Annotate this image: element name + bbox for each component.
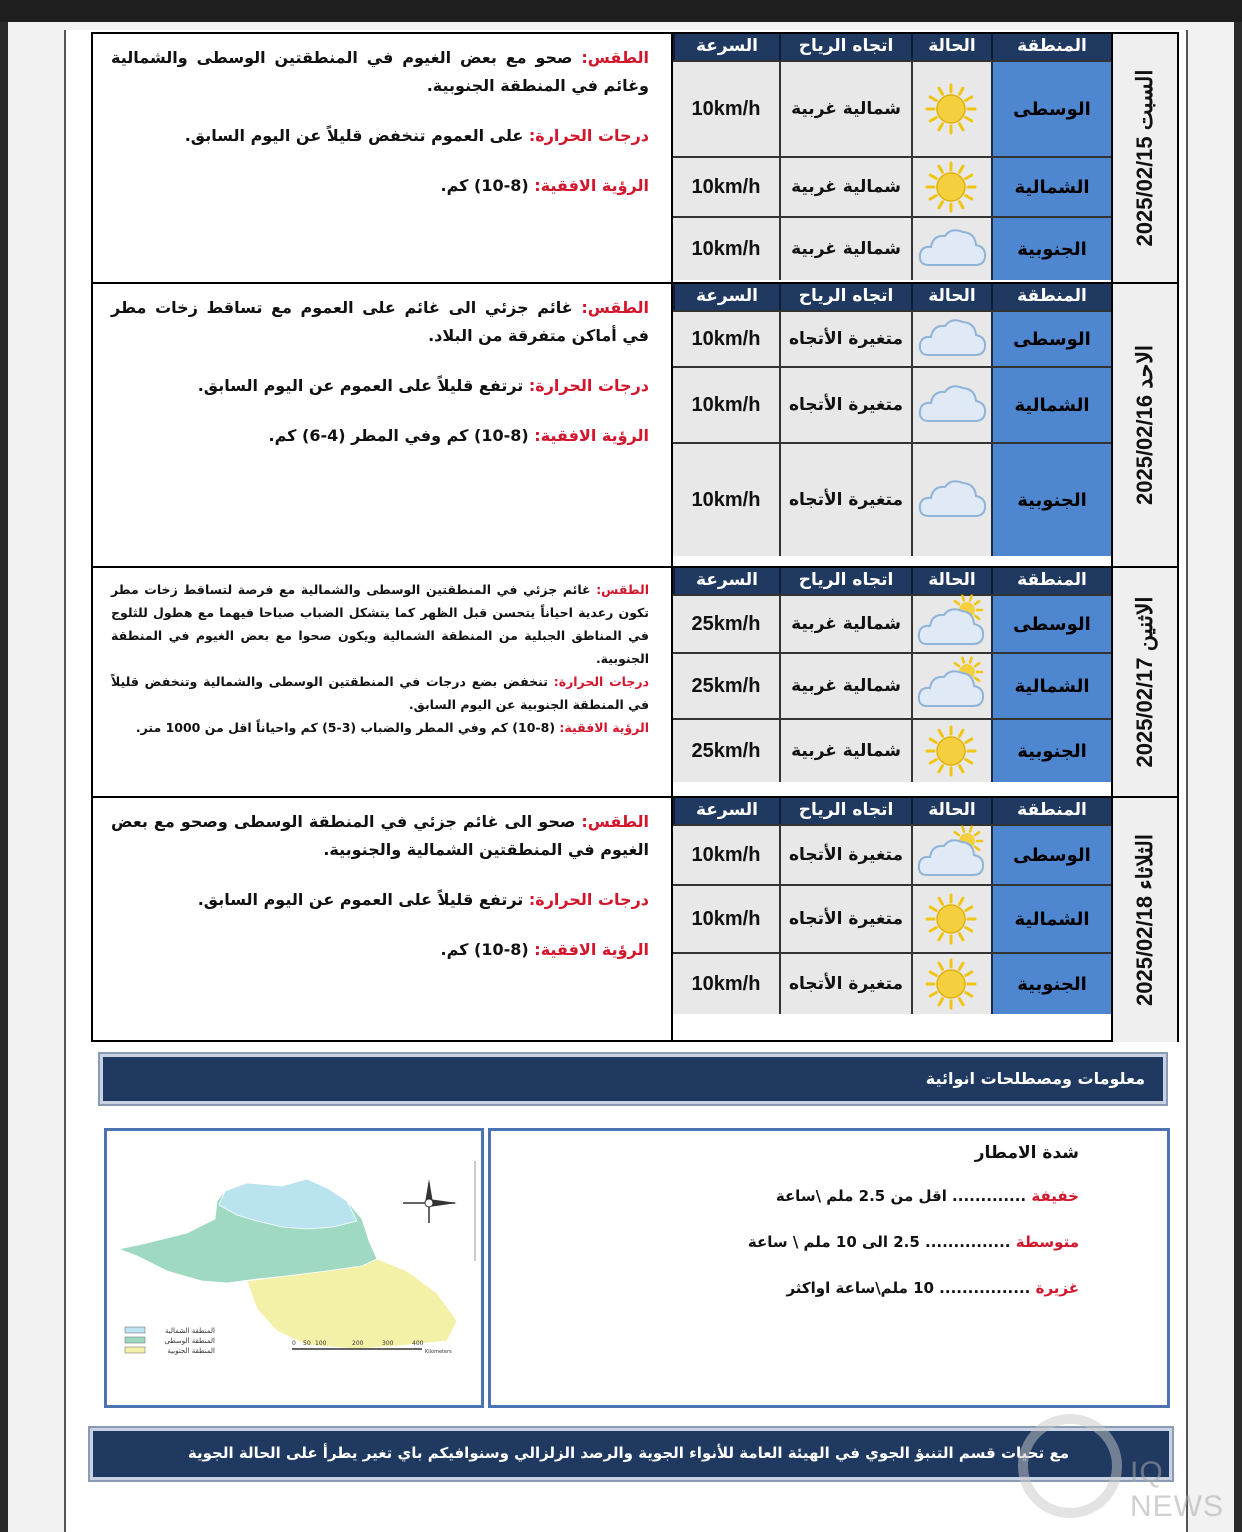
wind-direction-cell: شمالية غربية <box>779 720 911 782</box>
forecast-row <box>673 442 1111 556</box>
forecast-row <box>673 952 1111 1014</box>
forecast-description <box>93 798 673 1042</box>
sun-icon <box>911 158 991 216</box>
visibility-paragraph: الرؤية الافقية: (8-10) كم. <box>440 940 649 959</box>
region-cell: الجنوبية <box>991 218 1111 280</box>
watermark-logo-icon <box>1018 1414 1122 1518</box>
day-date: الثلاثاء 2025/02/18 <box>1132 834 1157 1006</box>
regions-grid <box>673 798 1111 1042</box>
forecast-description <box>93 34 673 282</box>
wind-speed-cell: 10km/h <box>673 826 779 884</box>
sun-icon <box>911 886 991 952</box>
legend-south: المنطقة الجنوبية <box>167 1347 215 1355</box>
weather-paragraph: الطقس: صحو الى غائم جزئي في المنطقة الوسطى وصحو مع بعض الغيوم في المنطقتين الشمالية والجنوبية. <box>111 812 649 859</box>
temperature-paragraph: درجات الحرارة: ترتفع قليلاً على العموم عن اليوم السابق. <box>197 890 649 909</box>
header-state: الحالة <box>911 568 991 594</box>
grid-rows <box>673 60 1111 282</box>
wind-speed-cell: 10km/h <box>673 218 779 280</box>
region-cell: الوسطى <box>991 826 1111 884</box>
regions-grid <box>673 568 1111 796</box>
regions-grid <box>673 284 1111 566</box>
region-cell: الجنوبية <box>991 720 1111 782</box>
header-region: المنطقة <box>991 568 1111 594</box>
forecast-row <box>673 594 1111 652</box>
date-column <box>1111 34 1177 282</box>
region-cell: الشمالية <box>991 654 1111 718</box>
wind-direction-cell: متغيرة الأتجاه <box>779 954 911 1014</box>
temperature-paragraph: درجات الحرارة: على العموم تنخفض قليلاً عن اليوم السابق. <box>184 126 649 145</box>
day-date: الاحد 2025/02/16 <box>1132 344 1157 506</box>
wind-direction-cell: شمالية غربية <box>779 218 911 280</box>
forecast-row <box>673 216 1111 280</box>
forecast-row <box>673 156 1111 216</box>
date-column <box>1111 568 1177 796</box>
header-state: الحالة <box>911 284 991 310</box>
region-cell: الشمالية <box>991 368 1111 442</box>
legend-north: المنطقة الشمالية <box>165 1327 215 1335</box>
day-date: الاثنين 2025/02/17 <box>1132 596 1157 768</box>
visibility-paragraph: الرؤية الافقية: (8-10) كم. <box>440 176 649 195</box>
forecast-row <box>673 60 1111 156</box>
wind-speed-cell: 25km/h <box>673 596 779 652</box>
sun-icon <box>911 954 991 1014</box>
cloud-icon <box>911 368 991 442</box>
wind-speed-cell: 10km/h <box>673 368 779 442</box>
footer-banner: مع تحيات قسم التنبؤ الجوي في الهيئة العامة للأنواء الجوية والرصد الزلزالي وسنوافيكم باي تغير يطرأ على الحالة الجوية <box>90 1428 1172 1480</box>
map-graphic <box>107 1131 481 1405</box>
rain-heavy: غزيرة ................ 10 ملم\ساعة اواكثر <box>786 1279 1079 1297</box>
grid-header <box>673 568 1111 594</box>
forecast-day <box>93 568 1177 798</box>
header-wind: اتجاه الرياح <box>779 798 911 824</box>
wind-direction-cell: متغيرة الأتجاه <box>779 886 911 952</box>
header-state: الحالة <box>911 34 991 60</box>
header-speed: السرعة <box>673 798 779 824</box>
scale-300: 300 <box>382 1340 394 1347</box>
header-speed: السرعة <box>673 34 779 60</box>
visibility-paragraph: الرؤية الافقية: (8-10) كم وفي المطر والضباب (3-5) كم واحياناً اقل من 1000 متر. <box>135 720 649 735</box>
sun-icon <box>911 62 991 156</box>
iraq-region-map <box>104 1128 484 1408</box>
wind-speed-cell: 10km/h <box>673 312 779 366</box>
scale-100: 100 <box>315 1340 327 1347</box>
header-state: الحالة <box>911 798 991 824</box>
forecast-day <box>93 284 1177 568</box>
sun-icon <box>911 720 991 782</box>
legend-swatch-north <box>125 1327 145 1333</box>
wind-speed-cell: 10km/h <box>673 62 779 156</box>
forecast-row <box>673 310 1111 366</box>
wind-direction-cell: متغيرة الأتجاه <box>779 368 911 442</box>
scale-unit: Kilometers <box>425 1349 452 1355</box>
grid-header <box>673 798 1111 824</box>
rain-intensity-box <box>488 1128 1170 1408</box>
date-column <box>1111 798 1177 1042</box>
forecast-day <box>93 798 1177 1042</box>
wind-speed-cell: 10km/h <box>673 444 779 556</box>
header-speed: السرعة <box>673 284 779 310</box>
region-cell: الوسطى <box>991 62 1111 156</box>
grid-header <box>673 284 1111 310</box>
scale-50: 50 <box>303 1340 311 1347</box>
forecast-row <box>673 718 1111 782</box>
header-region: المنطقة <box>991 34 1111 60</box>
forecast-row <box>673 366 1111 442</box>
wind-direction-cell: متغيرة الأتجاه <box>779 826 911 884</box>
header-speed: السرعة <box>673 568 779 594</box>
wind-speed-cell: 10km/h <box>673 158 779 216</box>
legend-swatch-central <box>125 1337 145 1343</box>
region-cell: الشمالية <box>991 886 1111 952</box>
forecast-row <box>673 652 1111 718</box>
region-cell: الوسطى <box>991 596 1111 652</box>
grid-rows <box>673 824 1111 1042</box>
weather-paragraph: الطقس: غائم جزئي الى غائم على العموم مع تساقط زخات مطر في أماكن متفرقة من البلاد. <box>111 298 649 345</box>
weather-paragraph: الطقس: صحو مع بعض الغيوم في المنطقتين الوسطى والشمالية وغائم في المنطقة الجنوبية. <box>111 48 650 95</box>
header-wind: اتجاه الرياح <box>779 568 911 594</box>
wind-direction-cell: متغيرة الأتجاه <box>779 444 911 556</box>
wind-direction-cell: شمالية غربية <box>779 596 911 652</box>
legend-swatch-south <box>125 1347 145 1353</box>
wind-speed-cell: 10km/h <box>673 954 779 1014</box>
date-column <box>1111 284 1177 566</box>
wind-speed-cell: 25km/h <box>673 654 779 718</box>
sun-cloud-icon <box>911 826 991 884</box>
forecast-description <box>93 284 673 566</box>
top-bar <box>0 0 1242 22</box>
cloud-icon <box>911 218 991 280</box>
forecast-description <box>93 568 673 796</box>
grid-header <box>673 34 1111 60</box>
cloud-icon <box>911 312 991 366</box>
watermark: IQ NEWS <box>1130 1456 1224 1523</box>
rain-title: شدة الامطار <box>974 1143 1079 1163</box>
rain-light: خفيفة ............. اقل من 2.5 ملم \ساعة <box>775 1187 1079 1205</box>
header-wind: اتجاه الرياح <box>779 284 911 310</box>
wind-direction-cell: متغيرة الأتجاه <box>779 312 911 366</box>
legend-central: المنطقة الوسطى <box>164 1337 215 1345</box>
wind-direction-cell: شمالية غربية <box>779 158 911 216</box>
sun-cloud-icon <box>911 596 991 652</box>
forecast-table <box>91 32 1179 1042</box>
wind-direction-cell: شمالية غربية <box>779 654 911 718</box>
scale-200: 200 <box>352 1340 364 1347</box>
wind-speed-cell: 10km/h <box>673 886 779 952</box>
region-cell: الوسطى <box>991 312 1111 366</box>
day-date: السبت 2025/02/15 <box>1132 69 1157 247</box>
scale-0: 0 <box>292 1340 296 1347</box>
forecast-day <box>93 34 1177 284</box>
forecast-row <box>673 824 1111 884</box>
header-region: المنطقة <box>991 284 1111 310</box>
scale-400: 400 <box>412 1340 424 1347</box>
compass-icon <box>403 1179 457 1223</box>
cloud-icon <box>911 444 991 556</box>
header-region: المنطقة <box>991 798 1111 824</box>
visibility-paragraph: الرؤية الافقية: (8-10) كم وفي المطر (4-6) كم. <box>268 426 649 445</box>
wind-speed-cell: 25km/h <box>673 720 779 782</box>
grid-rows <box>673 594 1111 796</box>
header-wind: اتجاه الرياح <box>779 34 911 60</box>
region-cell: الجنوبية <box>991 444 1111 556</box>
regions-grid <box>673 34 1111 282</box>
weather-paragraph: الطقس: غائم جزئي في المنطقتين الوسطى والشمالية مع فرصة لتساقط زخات مطر تكون رعدية احياناً يتحسن قبل الظهر كما يتشكل الضباب صباحا فيهما مع هطول للثلوج في المناطق الجبلية من المنطقة الشمالية ويكون صحوا مع بعض الغيوم في المنطقة الجنوبية. <box>111 582 650 666</box>
region-cell: الشمالية <box>991 158 1111 216</box>
temperature-paragraph: درجات الحرارة: ترتفع قليلاً على العموم عن اليوم السابق. <box>197 376 649 395</box>
wind-direction-cell: شمالية غربية <box>779 62 911 156</box>
grid-rows <box>673 310 1111 566</box>
forecast-row <box>673 884 1111 952</box>
temperature-paragraph: درجات الحرارة: تنخفض بضع درجات في المنطقتين الوسطى والشمالية وتنخفض قليلاً في المنطقة الجنوبية عن اليوم السابق. <box>111 674 649 712</box>
sun-cloud-icon <box>911 654 991 718</box>
region-cell: الجنوبية <box>991 954 1111 1014</box>
rain-moderate: متوسطة ............... 2.5 الى 10 ملم \ ساعة <box>747 1233 1079 1251</box>
info-header: معلومات ومصطلحات انوائية <box>100 1054 1166 1104</box>
